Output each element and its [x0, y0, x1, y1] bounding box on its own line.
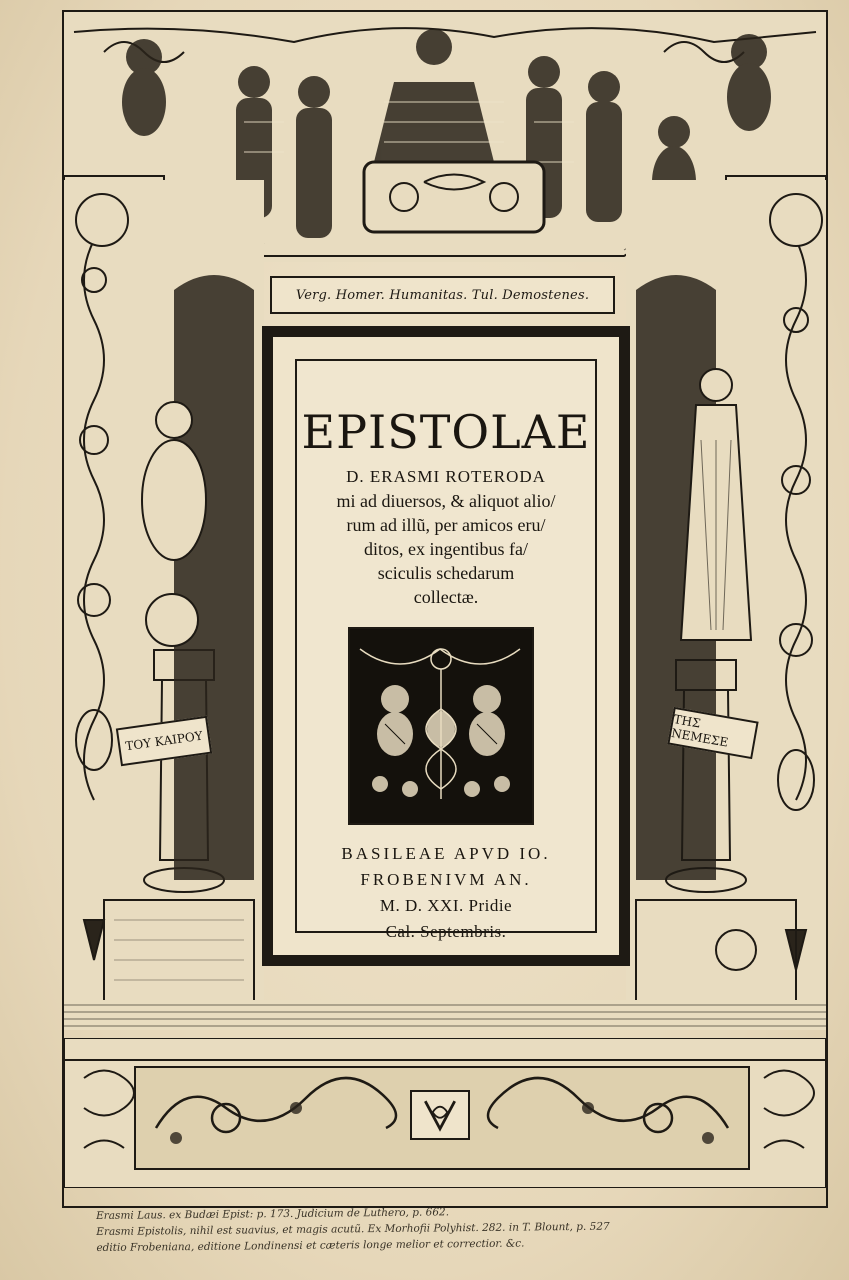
- handwritten-line: Erasmi Laus. ex Budæi Epist: p. 173. Judicium de Luthero, p. 662.: [96, 1206, 450, 1222]
- page-title: EPISTOLAE: [301, 405, 591, 459]
- printers-device-vignette: [348, 627, 534, 825]
- title-panel: [262, 326, 630, 966]
- title-panel-field: [295, 359, 597, 941]
- handwritten-line: editio Frobeniana, editione Londinensi et cæteris longe melior et correctior. &c.: [96, 1237, 525, 1254]
- top-banner: [270, 276, 615, 314]
- plaque-left-text: ΤΟΥ ΚΑΙΡΟΥ: [124, 728, 204, 754]
- subtitle-line: collectæ.: [413, 587, 479, 607]
- imprint-line: Cal. Septembris.: [385, 922, 507, 941]
- right-column-woodcut: [626, 180, 826, 1020]
- imprint-line: M. D. XXI. Pridie: [379, 896, 513, 915]
- subtitle-block: [317, 465, 575, 609]
- banner-text: Verg. Homer. Humanitas. Tul. Demostenes.: [295, 287, 590, 303]
- subtitle-line: ditos, ex ingentibus fa/: [364, 539, 528, 559]
- imprint-line: FROBENIVM AN.: [360, 870, 532, 889]
- floor-woodcut: [64, 1000, 826, 1030]
- printers-monogram: [410, 1090, 470, 1140]
- subtitle-line: rum ad illũ, per amicos eru/: [346, 515, 546, 535]
- imprint-line: BASILEAE APVD IO.: [341, 844, 551, 863]
- title-panel-inner: [272, 336, 620, 956]
- subtitle-line: sciculis schedarum: [377, 563, 515, 583]
- handwritten-line: Erasmi Epistolis, nihil est suavius, et magis acutũ. Ex Morhofii Polyhist. 282. in T. Blount, p. 527: [96, 1220, 610, 1238]
- plaque-right-text: ΤΗΣ ΝΕΜΕΣΕ: [670, 712, 730, 750]
- subtitle-line: D. ERASMI ROTERODA: [346, 467, 546, 486]
- subtitle-line: mi ad diuersos, & aliquot alio/: [336, 491, 556, 511]
- handwritten-annotations: [96, 1200, 816, 1256]
- left-column-woodcut: [64, 180, 264, 1020]
- imprint-block: [297, 841, 595, 945]
